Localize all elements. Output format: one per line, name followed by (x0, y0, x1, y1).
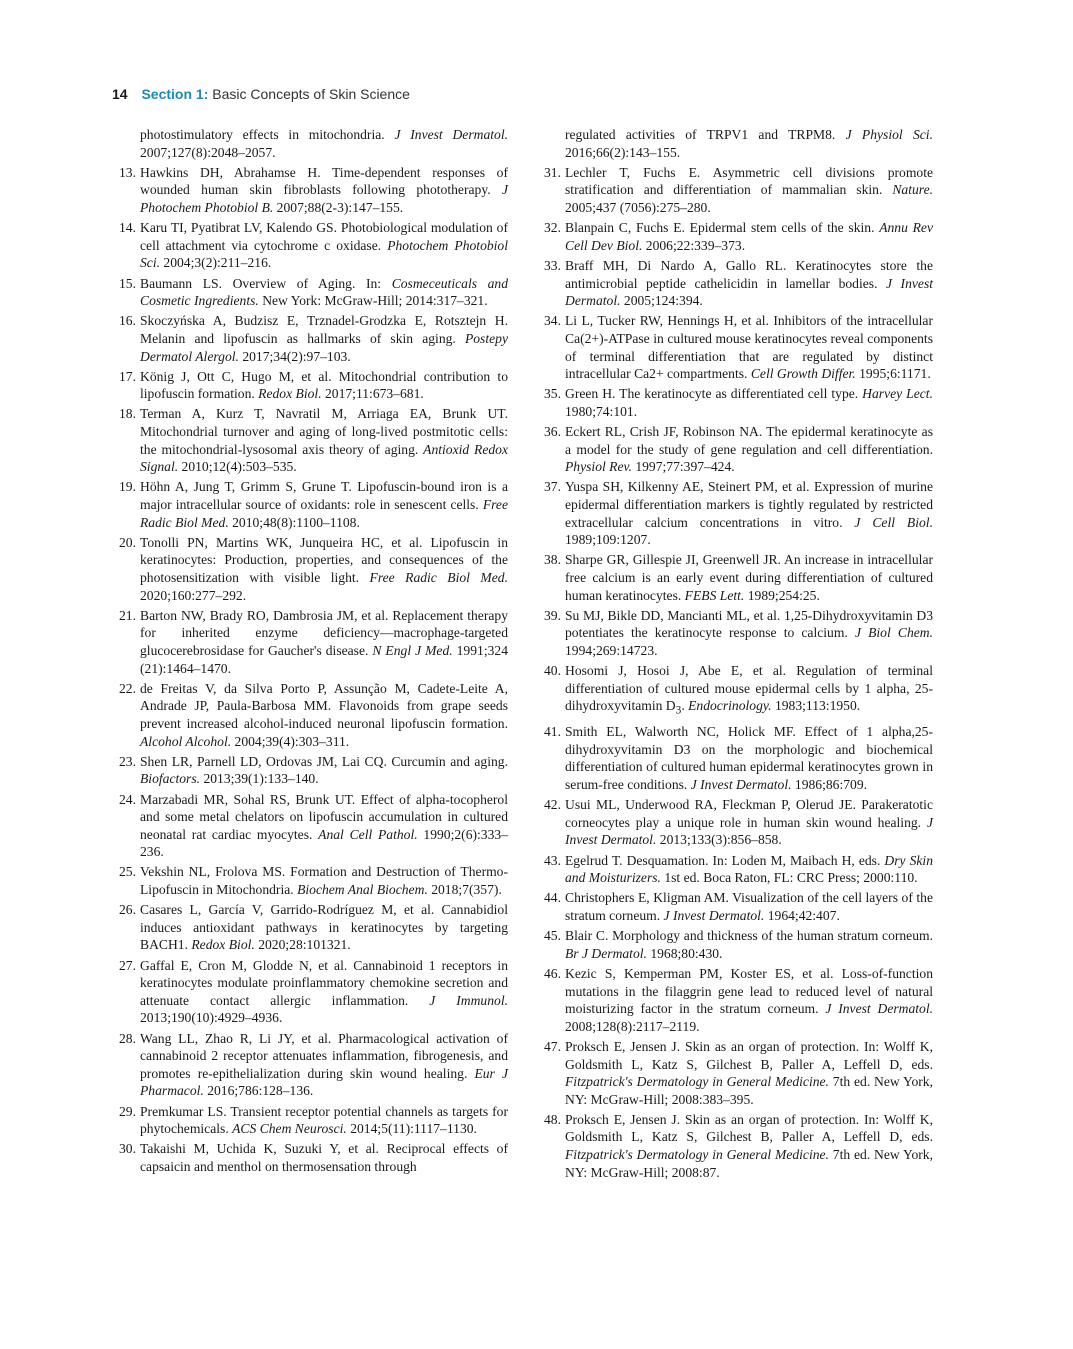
reference-item (541, 551, 933, 604)
reference-number: 18. (119, 406, 136, 422)
reference-number: 44. (544, 890, 561, 906)
reference-item (541, 965, 933, 1035)
reference-text: Eckert RL, Crish JF, Robinson NA. The epidermal keratinocyte as a model for the study of gene regulation and cell differentiation. Physiol Rev. 1997;77:397–424. (565, 424, 933, 475)
reference-continuation: photostimulatory effects in mitochondria. J Invest Dermatol. 2007;127(8):2048–2057. (140, 127, 508, 160)
reference-number: 24. (119, 791, 136, 807)
reference-item (541, 796, 933, 849)
reference-item (541, 257, 933, 310)
running-header (112, 86, 410, 108)
reference-number: 41. (544, 724, 561, 740)
reference-number: 14. (119, 220, 136, 236)
reference-text: Terman A, Kurz T, Navratil M, Arriaga EA, Brunk UT. Mitochondrial turnover and aging of long-lived postmitotic cells: the mitochondrial-lysosomal axis theory of aging. Antioxid Redox Signal. 2010;12(4):503–535. (140, 406, 509, 475)
reference-number: 46. (544, 965, 561, 981)
reference-text: Barton NW, Brady RO, Dambrosia JM, et al. Replacement therapy for inherited enzyme deficiency—macrophage-targeted glucocerebrosidase for Gaucher's disease. N Engl J Med. 1991;324 (21):1464–1470. (140, 607, 508, 676)
reference-number: 25. (119, 864, 136, 880)
reference-text: Su MJ, Bikle DD, Mancianti ML, et al. 1,25-Dihydroxyvitamin D3 potentiates the keratinocyte response to calcium. J Biol Chem. 1994;269:14723. (565, 607, 933, 658)
left-reference-column (116, 126, 508, 1178)
reference-item (541, 927, 933, 962)
reference-text: Baumann LS. Overview of Aging. In: Cosmeceuticals and Cosmetic Ingredients. New York: McGraw-Hill; 2014:317–321. (140, 275, 509, 309)
reference-text: Hawkins DH, Abrahamse H. Time-dependent responses of wounded human skin fibroblasts following phototherapy. J Photochem Photobiol B. 2007;88(2-3):147–155. (140, 164, 508, 215)
reference-item (541, 219, 933, 254)
reference-number: 27. (119, 957, 136, 973)
page-number: 14 (112, 86, 128, 102)
reference-text: Takaishi M, Uchida K, Suzuki Y, et al. Reciprocal effects of capsaicin and menthol on thermosensation through (140, 1141, 508, 1174)
reference-text: Green H. The keratinocyte as differentiated cell type. Harvey Lect. 1980;74:101. (565, 386, 933, 419)
reference-text: Egelrud T. Desquamation. In: Loden M, Maibach H, eds. Dry Skin and Moisturizers. 1st ed. Boca Raton, FL: CRC Press; 2000:110. (565, 852, 933, 886)
reference-text: Höhn A, Jung T, Grimm S, Grune T. Lipofuscin-bound iron is a major intracellular source of oxidants: role in senescent cells. Free Radic Biol Med. 2010;48(8):1100–1108. (140, 479, 508, 530)
reference-number: 45. (544, 928, 561, 944)
reference-text: Skoczyńska A, Budzisz E, Trznadel-Grodzka E, Rotsztejn H. Melanin and lipofuscin as hallmarks of skin aging. Postepy Dermatol Alergol. 2017;34(2):97–103. (140, 313, 508, 364)
reference-number: 40. (544, 663, 561, 679)
reference-number: 20. (119, 534, 136, 550)
reference-text: Wang LL, Zhao R, Li JY, et al. Pharmacological activation of cannabinoid 2 receptor attenuates inflammation, fibrogenesis, and promotes re-epithelialization during skin wound healing. Eur J Pharmacol. 2016;786:128–136. (140, 1030, 508, 1099)
reference-item (541, 607, 933, 660)
reference-number: 16. (119, 313, 136, 329)
reference-item (541, 723, 933, 793)
reference-item (116, 607, 508, 677)
reference-item (116, 1030, 508, 1100)
reference-text: Li L, Tucker RW, Hennings H, et al. Inhibitors of the intracellular Ca(2+)-ATPase in cultured mouse keratinocytes reveal components of terminal differentiation that are regulated by distinct intracellular Ca2+ compartments. Cell Growth Differ. 1995;6:1171. (565, 313, 933, 382)
reference-item (541, 1038, 933, 1108)
reference-item (116, 1140, 508, 1175)
reference-text: Proksch E, Jensen J. Skin as an organ of protection. In: Wolff K, Goldsmith L, Katz S, Gilchest B, Paller A, Leffell D, eds. Fitzpatrick's Dermatology in General Medicine. 7th ed. New York, NY: McGraw-Hill; 2008:383–395. (565, 1038, 933, 1107)
reference-text: Blair C. Morphology and thickness of the human stratum corneum. Br J Dermatol. 1968;80:430. (565, 928, 933, 961)
reference-item (116, 405, 508, 475)
reference-number: 28. (119, 1030, 136, 1046)
reference-text: Proksch E, Jensen J. Skin as an organ of protection. In: Wolff K, Goldsmith L, Katz S, Gilchest B, Paller A, Leffell D, eds. Fitzpatrick's Dermatology in General Medicine. 7th ed. New York, NY: McGraw-Hill; 2008:87. (565, 1111, 933, 1180)
reference-number: 35. (544, 386, 561, 402)
reference-text: Kezic S, Kemperman PM, Koster ES, et al. Loss-of-function mutations in the filaggrin gene lead to reduced level of natural moisturizing factor in the stratum corneum. J Invest Dermatol. 2008;128(8):2117–2119. (565, 965, 934, 1034)
reference-item (116, 534, 508, 604)
reference-number: 30. (119, 1141, 136, 1157)
reference-item (116, 863, 508, 898)
reference-item (116, 275, 508, 310)
reference-text: Premkumar LS. Transient receptor potential channels as targets for phytochemicals. ACS Chem Neurosci. 2014;5(11):1117–1130. (140, 1103, 508, 1137)
reference-text: Usui ML, Underwood RA, Fleckman P, Olerud JE. Parakeratotic corneocytes play a unique role in human skin wound healing. J Invest Dermatol. 2013;133(3):856–858. (565, 797, 933, 848)
reference-number: 13. (119, 164, 136, 180)
reference-item (116, 219, 508, 272)
right-reference-column (541, 126, 933, 1184)
reference-list-left (116, 164, 508, 1176)
reference-text: de Freitas V, da Silva Porto P, Assunção M, Cadete-Leite A, Andrade JP, Paula-Barbosa MM. Flavonoids from grape seeds prevent increased alcohol-induced neuronal lipofuscin formation. Alcohol Alcohol. 2004;39(4):303–311. (140, 680, 508, 749)
reference-item (541, 889, 933, 924)
reference-text: Hosomi J, Hosoi J, Abe E, et al. Regulation of terminal differentiation of cultured mouse epidermal cells by 1 alpha, 25-dihydroxyvitamin $D_3$. Endocrinology. 1983;113:1950. (565, 663, 933, 718)
reference-number: 39. (544, 607, 561, 623)
reference-text: Yuspa SH, Kilkenny AE, Steinert PM, et al. Expression of murine epidermal differentiation markers is tightly regulated by restricted extracellular calcium concentrations in vitro. J Cell Biol. 1989;109:1207. (565, 479, 933, 548)
reference-item (116, 164, 508, 217)
reference-number: 15. (119, 275, 136, 291)
reference-text: Gaffal E, Cron M, Glodde N, et al. Cannabinoid 1 receptors in keratinocytes modulate proinflammatory chemokine secretion and attenuate contact allergic inflammation. J Immunol. 2013;190(10):4929–4936. (140, 957, 508, 1026)
reference-number: 37. (544, 479, 561, 495)
reference-text: Blanpain C, Fuchs E. Epidermal stem cells of the skin. Annu Rev Cell Dev Biol. 2006;22:339–373. (565, 220, 933, 253)
reference-item (116, 901, 508, 954)
reference-number: 43. (544, 852, 561, 868)
reference-number: 22. (119, 680, 136, 696)
reference-text: Braff MH, Di Nardo A, Gallo RL. Keratinocytes store the antimicrobial peptide cathelicidin in lamellar bodies. J Invest Dermatol. 2005;124:394. (565, 257, 934, 309)
reference-text: Shen LR, Parnell LD, Ordovas JM, Lai CQ. Curcumin and aging. Biofactors. 2013;39(1):133–140. (140, 753, 508, 787)
reference-number: 23. (119, 753, 136, 769)
reference-number: 26. (119, 902, 136, 918)
section-title: Basic Concepts of Skin Science (212, 86, 410, 102)
reference-item (541, 852, 933, 887)
reference-item (541, 1111, 933, 1181)
reference-text: Lechler T, Fuchs E. Asymmetric cell divisions promote stratification and differentiation of mammalian skin. Nature. 2005;437 (7056):275–280. (565, 164, 933, 215)
reference-item (541, 312, 933, 382)
reference-item (116, 753, 508, 788)
reference-text: Christophers E, Kligman AM. Visualization of the cell layers of the stratum corneum. J Invest Dermatol. 1964;42:407. (565, 890, 933, 923)
reference-item (116, 368, 508, 403)
reference-number: 38. (544, 552, 561, 568)
reference-text: Tonolli PN, Martins WK, Junqueira HC, et al. Lipofuscin in keratinocytes: Production, properties, and consequences of the photosensitization with visible light. Free Radic Biol Med. 2020;160:277–292. (140, 534, 508, 603)
reference-number: 33. (544, 257, 561, 273)
reference-item (116, 478, 508, 531)
reference-number: 47. (544, 1038, 561, 1054)
section-label: Section 1: (141, 86, 209, 102)
reference-item (116, 791, 508, 861)
reference-item (541, 662, 933, 721)
reference-number: 17. (119, 368, 136, 384)
reference-text: Casares L, García V, Garrido-Rodríguez M, et al. Cannabidiol induces antioxidant pathways in keratinocytes by targeting BACH1. Redox Biol. 2020;28:101321. (140, 902, 508, 953)
reference-list-right (541, 164, 933, 1181)
reference-continuation: regulated activities of TRPV1 and TRPM8. J Physiol Sci. 2016;66(2):143–155. (565, 127, 933, 160)
reference-item (116, 957, 508, 1027)
reference-number: 29. (119, 1103, 136, 1119)
reference-number: 48. (544, 1111, 561, 1127)
reference-item (541, 164, 933, 217)
reference-number: 34. (544, 313, 561, 329)
reference-text: Vekshin NL, Frolova MS. Formation and Destruction of Thermo-Lipofuscin in Mitochondria. Biochem Anal Biochem. 2018;7(357). (140, 864, 508, 898)
reference-number: 31. (544, 164, 561, 180)
reference-number: 36. (544, 424, 561, 440)
reference-number: 42. (544, 797, 561, 813)
reference-number: 21. (119, 607, 136, 623)
reference-item (116, 1103, 508, 1138)
reference-text: König J, Ott C, Hugo M, et al. Mitochondrial contribution to lipofuscin formation. Redox Biol. 2017;11:673–681. (140, 368, 508, 402)
reference-item (116, 312, 508, 365)
reference-item (541, 478, 933, 548)
reference-text: Karu TI, Pyatibrat LV, Kalendo GS. Photobiological modulation of cell attachment via cytochrome c oxidase. Photochem Photobiol Sci. 2004;3(2):211–216. (140, 220, 509, 271)
reference-number: 19. (119, 479, 136, 495)
reference-item (541, 385, 933, 420)
reference-text: Marzabadi MR, Sohal RS, Brunk UT. Effect of alpha-tocopherol and some metal chelators on lipofuscin accumulation in cultured neonatal rat cardiac myocytes. Anal Cell Pathol. 1990;2(6):333–236. (140, 791, 508, 860)
reference-item (541, 423, 933, 476)
reference-text: Sharpe GR, Gillespie JI, Greenwell JR. An increase in intracellular free calcium is an early event during differentiation of cultured human keratinocytes. FEBS Lett. 1989;254:25. (565, 552, 933, 603)
reference-number: 32. (544, 220, 561, 236)
reference-text: Smith EL, Walworth NC, Holick MF. Effect of 1 alpha,25-dihydroxyvitamin D3 on the morphologic and biochemical differentiation of cultured human epidermal keratinocytes grown in serum-free conditions. J Invest Dermatol. 1986;86:709. (565, 724, 933, 793)
reference-item (116, 680, 508, 750)
